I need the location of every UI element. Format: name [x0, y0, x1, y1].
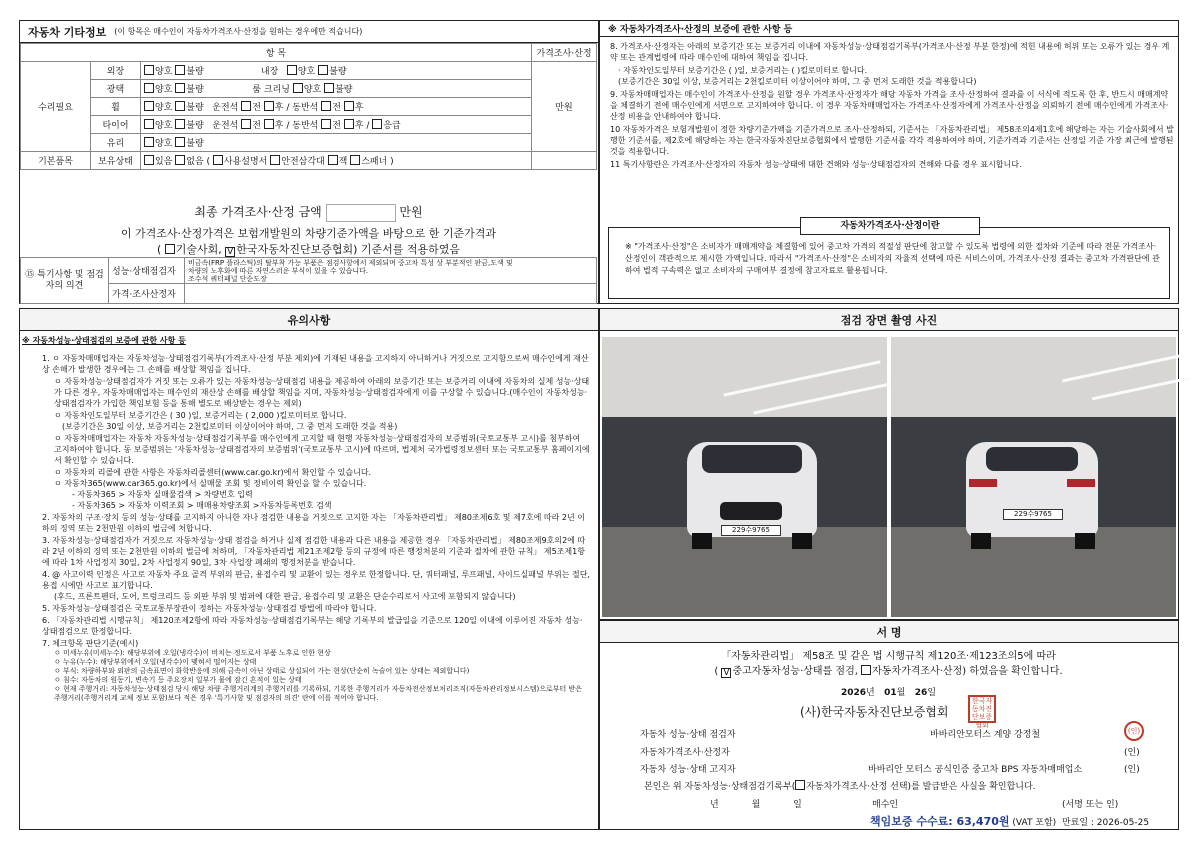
inspector-name: 바바리안모터스 계양 강정철: [930, 730, 1041, 740]
perf-text-3: 조수석 쿼터패널 단순도장: [188, 274, 267, 283]
opt-emergency: 응급: [383, 121, 401, 131]
date-day-unit: 일: [927, 688, 937, 698]
date-month: 01: [884, 688, 897, 698]
checkbox[interactable]: [175, 137, 185, 147]
checkbox-price[interactable]: [861, 665, 871, 675]
checkbox[interactable]: [318, 65, 328, 75]
row-interior: 내장: [260, 67, 279, 77]
checkbox-tech[interactable]: [165, 244, 175, 254]
price-manwon: 만원: [532, 62, 597, 152]
criteria-item: ㅇ 침수: 자동차의 원동기, 변속기 등 주요장치 일부가 물에 잠긴 흔적이 있는 상태: [54, 676, 302, 684]
buyer-line-b: 자동차가격조사·산정 선택)를 발급받은 사실을 확인합니다.: [806, 782, 1036, 792]
fee-row: [870, 813, 1149, 829]
other-info-section: [19, 20, 599, 304]
tire: [1075, 533, 1095, 549]
note-7: 7. 체크항목 판단기준(예시): [42, 639, 139, 648]
checkbox[interactable]: [321, 101, 331, 111]
opt-none: 없음: [186, 157, 204, 167]
date-year-unit: 년: [866, 688, 875, 698]
row-glass-opts: [141, 134, 532, 152]
checkbox[interactable]: [144, 65, 154, 75]
section-header: [20, 21, 598, 43]
row-gloss: 광택: [91, 80, 141, 98]
final-label: 최종 가격조사·산정 금액: [194, 205, 322, 219]
opt-passenger: / 동반석: [286, 121, 319, 131]
note-1i: - 자동차365 > 자동차 이력조회 > 매매용차량조회 >자동차등록번호 검색: [72, 501, 332, 510]
opt-bad: 불량: [186, 121, 204, 131]
buyer-sign: (서명 또는 인): [1062, 800, 1119, 810]
criteria-item: ㅇ 부식: 차량하부와 외판의 금속표면이 화학반응에 의해 금속이 아닌 상태로 상실되어 가는 현상(단순히 녹슬어 있는 상태는 제외합니다): [54, 667, 470, 675]
checkbox[interactable]: [293, 83, 303, 93]
checkbox[interactable]: [144, 155, 154, 165]
basis-kaa: 한국자동차진단보증협회) 기준서를 적용하였음: [236, 243, 461, 256]
buyer-day-unit: 일: [793, 800, 802, 810]
windshield: [702, 445, 802, 473]
note-4: 4. @ 사고이력 인정은 사고로 자동차 주요 골격 부위의 판금, 용접수리 및 교환이 있는 경우로 한정합니다. 단, 쿼터패널, 루프패널, 사이드실패널 부위는 절단, 용접 시에만 사고로 표기합니다.: [42, 570, 590, 590]
criteria-item: ㅇ 누유(누수): 해당부위에서 오일(냉각수)이 맺혀서 떨어지는 상태: [54, 658, 257, 666]
inspector-seal: (인): [1124, 721, 1144, 741]
opt-rear: 후: [274, 103, 284, 113]
tail-light: [1067, 479, 1095, 487]
buyer-line-a: 본인은 위 자동차성능·상태점검기록부(: [644, 782, 796, 792]
org-stamp: 한국자동차진단보증협회: [968, 695, 996, 723]
opt-rear: 후: [354, 121, 364, 131]
note-5: 5. 자동차성능·상태점검은 국토교통부장관이 정하는 자동차성능·상태점검 방법에 따라야 합니다.: [42, 604, 377, 613]
row-glass: 유리: [91, 134, 141, 152]
col-item: 항 목: [21, 44, 532, 62]
price-assessor-label: 자동차가격조사·산정자: [640, 748, 730, 758]
date-year: 2026: [840, 688, 867, 698]
photo-front: [602, 337, 887, 617]
checkbox-perf[interactable]: V: [723, 668, 730, 678]
opt-triangle: 안전삼각대: [281, 157, 325, 167]
note-4b: (후드, 프론트펜더, 도어, 트렁크리드 등 외판 부위 및 범퍼에 대한 판금, 용접수리 및 교환은 단순수리로서 사고에 포함되지 않습니다): [54, 592, 516, 601]
opt-spanner: 스패너: [361, 157, 388, 167]
checkbox[interactable]: [350, 155, 360, 165]
buyer-date: [710, 797, 802, 810]
perf-label: 성능·상태점검자: [109, 258, 185, 284]
checkbox[interactable]: [213, 155, 223, 165]
opt-front: 전: [252, 103, 261, 113]
opt-good: 양호: [297, 67, 316, 77]
opt-bad: 불량: [329, 67, 347, 77]
opt-rear: 후: [354, 103, 364, 113]
checkbox[interactable]: [344, 119, 354, 129]
repair-label: 수리필요: [21, 62, 91, 152]
own-status: 보유상태: [91, 152, 141, 170]
garage-ceiling: [891, 337, 1176, 417]
row-exterior-opts: [141, 62, 532, 80]
checkbox[interactable]: [144, 119, 154, 129]
notify-label: 자동차 성능·상태 고지자: [640, 765, 736, 775]
sign-line2: ( V 중고자동차성능·상태를 점검, 자동차가격조사·산정) 하였음을 확인합니다.: [714, 666, 1063, 678]
definition-box-title: 자동차가격조사·산정이란: [800, 217, 980, 235]
opt-good: 양호: [155, 67, 173, 77]
row-exterior: 외장: [91, 62, 141, 80]
checkbox[interactable]: [175, 101, 185, 111]
note-1d: (보증기간은 30일 이상, 보증거리는 2천킬로미터 이상이어야 하며, 그 중 먼저 도래한 것을 적용): [62, 422, 398, 431]
note-1g: ㅇ 자동차365(www.car365.go.kr)에서 실매물 조회 및 정비이력 확인을 할 수 있습니다.: [54, 479, 367, 488]
opt-front: 전: [332, 121, 341, 131]
rear-window: [986, 447, 1078, 471]
opt-bad: 불량: [186, 85, 204, 95]
opt-manual: 사용설명서: [223, 157, 268, 167]
opt-bad: 불량: [186, 103, 204, 113]
note-1b: ㅇ 자동차성능·상태점검자가 거짓 또는 오류가 있는 자동차성능·상태점검 내용을 제공하여 아래의 보증기간 또는 보증거리 이내에 자동차의 실제 성능·상태가 다른 경우, 자동차매매업자는 매수인의 재산상 손해를 배상할 책임을 지며, 자동차성능·상태점검자에게 이를 구상할 수 있습니다.(매수인이 자동차성능·상태점검자가 가입한 책임보험 등을 통해 별도로 배상받는 경우는 제외): [54, 377, 590, 408]
vat: (VAT 포함): [1012, 818, 1057, 828]
special-table: [20, 257, 597, 304]
tire: [971, 533, 991, 549]
row-tire: 타이어: [91, 116, 141, 134]
basic-label: 기본품목: [21, 152, 91, 170]
checkbox[interactable]: [175, 83, 185, 93]
note-3: 3. 자동차성능·상태점검자가 거짓으로 자동차성능·상태 점검을 하거나 실제 점검한 내용과 다른 내용을 제공한 경우 「자동차관리법」 제80조제9호의2에 따라 2년 이하의 징역 또는 2천만원 이하의 벌금에 처하며, 「자동차관리법 제21조제2항 등의 규정에 따른 행정처분의 기준과 절차에 관한 규칙」 제5조제1항에 따라 1차 사업정지 30일, 2차 사업정지 90일, 3차 사업장 폐쇄의 행정처분을 받습니다.: [42, 536, 586, 567]
opt-driver: 운전석: [212, 121, 239, 131]
note-6: 6. 「자동차관리법 시행규칙」 제120조제2항에 따라 자동차성능·상태점검기록부는 해당 기록부의 발급일을 기준으로 120일 이내에 이루어진 자동차 성능·상태점검으로 한정합니다.: [42, 616, 583, 636]
checkbox[interactable]: [144, 83, 154, 93]
checkbox[interactable]: [270, 155, 280, 165]
signature-section: [599, 620, 1179, 830]
item-11: 11 특기사항란은 가격조사·산정자의 자동차 성능·상태에 대한 견해와 성능·상태점검자의 견해와 다를 경우 표시합니다.: [610, 160, 1022, 169]
opt-bad: 불량: [186, 67, 204, 77]
price-assessor-value: [185, 284, 597, 304]
own-status-opts: 있음 없음 ( 사용설명서 안전삼각대 잭 스패너 ): [141, 152, 532, 170]
item-8: 8. 가격조사·산정자는 아래의 보증기간 또는 보증거리 이내에 자동차성능·상태점검기록부(가격조사·산정 부분 한정)에 적힌 내용에 허위 또는 오류가 있는 경우 계약 또는 관계법령에 따라 매수인에 대하여 책임을 집니다.: [610, 42, 1170, 62]
notify-seal: (인): [1124, 765, 1140, 775]
garage-floor: [891, 527, 1176, 617]
opt-jack: 잭: [338, 157, 348, 167]
photos-section: [599, 308, 1179, 620]
checkbox[interactable]: [372, 119, 382, 129]
opt-good: 양호: [155, 121, 173, 131]
garage-floor: [602, 527, 887, 617]
grille: [720, 502, 782, 520]
definition-box: ※ "가격조사·산정"은 소비자가 매매계약을 체결함에 있어 중고차 가격의 적절성 판단에 참고할 수 있도록 법령에 의한 절차와 기준에 따라 전문 가격조사·산정인이 객관적으로 제시한 가액입니다. 따라서 "가격조사·산정"은 소비자의 자율적 선택에 따른 서비스이며, 가격조사·산정 결과는 중고차 가격판단에 관하여 법적 구속력은 없고 소비자의 구매여부 결정에 참고자료로 활용됩니다.: [608, 227, 1170, 299]
basis-text: 이 가격조사·산정가격은 보험개발원의 차량기준가액을 바탕으로 한 기준가격과: [120, 227, 497, 240]
opt-good: 양호: [155, 85, 173, 95]
item-8-note: (보증기간은 30일 이상, 보증거리는 2천킬로미터 이상이어야 하며, 그 중 먼저 도래한 것을 적용합니다): [618, 77, 977, 86]
opt-driver: 운전석: [212, 103, 239, 113]
checkbox-kaa[interactable]: V: [227, 247, 234, 257]
tire: [692, 533, 712, 549]
warranty-right-items: [610, 41, 1174, 170]
price-warranty-section: [599, 20, 1179, 304]
note-2: 2. 자동차의 구조·장치 등의 성능·상태를 고지하지 아니한 자나 점검한 내용을 거짓으로 고지한 자는 「자동차관리법」 제80조제6호 및 제7호에 따라 2년 이하의 징역 또는 2천만원 이하의 벌금에 처합니다.: [42, 513, 585, 533]
blank-cell: [532, 152, 597, 170]
notes-title: 유의사항: [20, 309, 598, 331]
garage-ceiling: [602, 337, 887, 417]
opt-bad: 불량: [335, 85, 353, 95]
basis-options: ( 기술사회, V 한국자동차진단보증협회) 기준서를 적용하였음: [156, 243, 461, 257]
note-7-criteria: [42, 649, 590, 703]
section-subtitle: (이 항목은 매수인이 자동차가격조사·산정을 원하는 경우에만 적습니다): [114, 27, 363, 36]
note-1e: ㅇ 자동차매매업자는 자동차 자동차성능·상태점검기록부를 매수인에게 고지할 때 현행 자동차성능·상태점검자의 보증범위(국토교통부 고시)를 첨부하여 고지하여야 합니다. 동 보증범위는 '자동차성능·상태점검자의 보증범위'(국토교통부 고시)에 따르며, 법제처 국가법령정보센터 또는 국토교통부 홈페이지에서 확인할 수 있습니다.: [54, 434, 590, 465]
tail-light: [969, 479, 997, 487]
checkbox[interactable]: [328, 155, 338, 165]
row-gloss-opts: [141, 80, 532, 98]
checkbox[interactable]: [175, 119, 185, 129]
opt-front: 전: [252, 121, 261, 131]
basis-tech: 기술사회,: [175, 243, 222, 256]
checkbox[interactable]: [144, 101, 154, 111]
col-price: 가격조사·산정: [532, 44, 597, 62]
note-1c: ㅇ 자동차인도일부터 보증기간은 ( 30 )일, 보증거리는 ( 2,000 )킬로미터로 합니다.: [54, 411, 347, 420]
buyer-line: [644, 779, 1036, 792]
photo-rear: [891, 337, 1176, 617]
checkbox[interactable]: [264, 119, 274, 129]
checkbox[interactable]: [144, 137, 154, 147]
checkbox[interactable]: [324, 83, 334, 93]
opt-have: 있음: [155, 157, 173, 167]
opt-good: 양호: [155, 139, 173, 149]
sign-date: [600, 685, 1177, 698]
row-room-clean: 룸 크리닝: [252, 85, 290, 95]
tire: [792, 533, 812, 549]
checkbox-buyer[interactable]: [795, 780, 805, 790]
opt-bad: 불량: [186, 139, 204, 149]
date-month-unit: 월: [896, 688, 906, 698]
notes-section: [19, 308, 599, 830]
repair-table: [20, 43, 597, 170]
opt-passenger: / 동반석: [286, 103, 319, 113]
perf-text-2: 차량의 노후화에 따른 자연스러운 부식이 있을 수 있습니다.: [188, 266, 369, 275]
price-assessor-seal: (인): [1124, 748, 1140, 758]
checkbox[interactable]: [175, 65, 185, 75]
criteria-item: ㅇ 미세누유(미세누수): 해당부위에 오일(냉각수)이 비치는 정도로서 부품 노후로 인한 현상: [54, 649, 331, 657]
row-wheel: 휠: [91, 98, 141, 116]
perf-text-1: 비금속(FRP 플라스틱)의 탈부착 가능 부품은 점검사항에서 제외되며 중고차 특성 상 부분적인 판금,도색 및: [188, 258, 513, 267]
final-amount-row: [20, 203, 597, 222]
note-1h: - 자동차365 > 자동차 실매물검색 > 차량번호 입력: [72, 490, 253, 499]
checkbox[interactable]: [241, 101, 251, 111]
expiry: 만료일 : 2026-05-25: [1061, 818, 1150, 828]
criteria-item: ㅇ 현재 주행거리: 자동차성능·상태점검 당시 해당 차량 주행거리계의 주행거리를 기록하되, 기록한 주행거리가 자동차전산정보처리조직(자동차관리정보시스템)으로부터 받은 주행거리(주행거리계 교체 정보 포함)보다 적은 경우 '특기사항 및 점검자의 의견' 란에 이를 적어야 합니다.: [54, 685, 583, 702]
final-amount-box[interactable]: [326, 204, 396, 222]
special-label: ⑮ 특기사항 및 점검자의 의견: [21, 258, 109, 304]
checkbox[interactable]: [344, 101, 354, 111]
opt-rear: 후: [274, 121, 284, 131]
sign-org: (사)한국자동차진단보증협회: [800, 705, 949, 719]
checkbox[interactable]: [287, 65, 297, 75]
notes-subtitle: ※ 자동차성능·상태점검의 보증에 관한 사항 등: [22, 336, 186, 345]
sign-line1: 「자동차관리법」 제58조 및 같은 법 시행규칙 제120조·제123조의5에 따라: [721, 651, 1056, 662]
note-1f: ㅇ 자동차의 리콜에 관한 사항은 자동차리콜센터(www.car.go.kr)에서 확인할 수 있습니다.: [54, 468, 372, 477]
buyer-year-unit: 년: [710, 800, 719, 810]
license-plate-rear: 229수9765: [1003, 509, 1063, 520]
checkbox[interactable]: [264, 101, 274, 111]
warranty-right-title: ※ 자동차가격조사·산정의 보증에 관한 사항 등: [600, 21, 1178, 37]
sign-option-perf: 중고자동차성능·상태를 점검,: [732, 666, 858, 677]
sign-option-price: 자동차가격조사·산정) 하였음을 확인합니다.: [872, 666, 1063, 677]
item-9: 9. 자동차매매업자는 매수인이 가격조사·산정을 원할 경우 가격조사·산정자가 해당 자동차 가격을 조사·산정하여 결과를 이 서식에 적도록 한 후, 반드시 매매계약을 체결하기 전에 매수인에게 서면으로 고지하여야 합니다. 이 경우 자동차매매업자는 가격조사·산정자에게 가격조사·산정을 의뢰하기 전에 매수인에게 가격조사·산정 비용을 안내하여야 합니다.: [610, 90, 1169, 121]
date-day: 26: [914, 688, 928, 698]
opt-front: 전: [332, 103, 341, 113]
final-unit: 만원: [399, 205, 423, 219]
buyer-month-unit: 월: [751, 800, 761, 810]
row-wheel-opts: [141, 98, 532, 116]
checkbox[interactable]: [321, 119, 331, 129]
opt-good: 양호: [303, 85, 322, 95]
perf-text: [185, 258, 597, 284]
notify-name: 바바리안 모터스 공식인증 중고차 BPS 자동차매매업소: [868, 765, 1083, 775]
license-plate-front: 229수9765: [721, 525, 781, 536]
row-tire-opts: 양호 불량 운전석 전 후 / 동반석 전 후 / 응급: [141, 116, 532, 134]
buyer-label: 매수인: [872, 800, 899, 810]
signature-title: 서 명: [600, 621, 1178, 643]
section-title: 자동차 기타정보: [28, 25, 107, 39]
checkbox[interactable]: [175, 155, 185, 165]
checkbox[interactable]: [241, 119, 251, 129]
photos-title: 점검 장면 촬영 사진: [600, 309, 1178, 331]
item-8-period: · 자동차인도일부터 보증기간은 ( )일, 보증거리는 ( )킬로미터로 합니다.: [618, 66, 868, 75]
note-1: 1. ㅇ 자동차매매업자는 자동차성능·상태점검기록부(가격조사·산정 부분 제외)에 기재된 내용을 고지하지 아니하거나 거짓으로 고지함으로써 매수인에게 재산상 손해가 발생한 경우에는 그 손해를 배상할 책임을 집니다.: [42, 354, 589, 374]
fee: 책임보증 수수료: 63,470원: [870, 815, 1010, 828]
notes-body: [42, 353, 590, 703]
inspector-label: 자동차 성능·상태 점검자: [640, 730, 736, 740]
opt-good: 양호: [155, 103, 173, 113]
price-assessor-label: 가격·조사산정자: [109, 284, 185, 304]
item-10: 10 자동차가격은 보험개발원이 정한 차량기준가액을 기준가격으로 조사·산정하되, 기준서는 「자동차관리법」 제58조의4제1호에 해당하는 자는 기술사회에서 발행한 기준서를, 제2호에 해당하는 자는 한국자동차진단보증협회에서 발행한 기준서를 각각 적용하여야 하며, 기준가격과 기준서는 산정일 기준 가장 최근에 발행된 것을 적용합니다.: [610, 125, 1174, 156]
